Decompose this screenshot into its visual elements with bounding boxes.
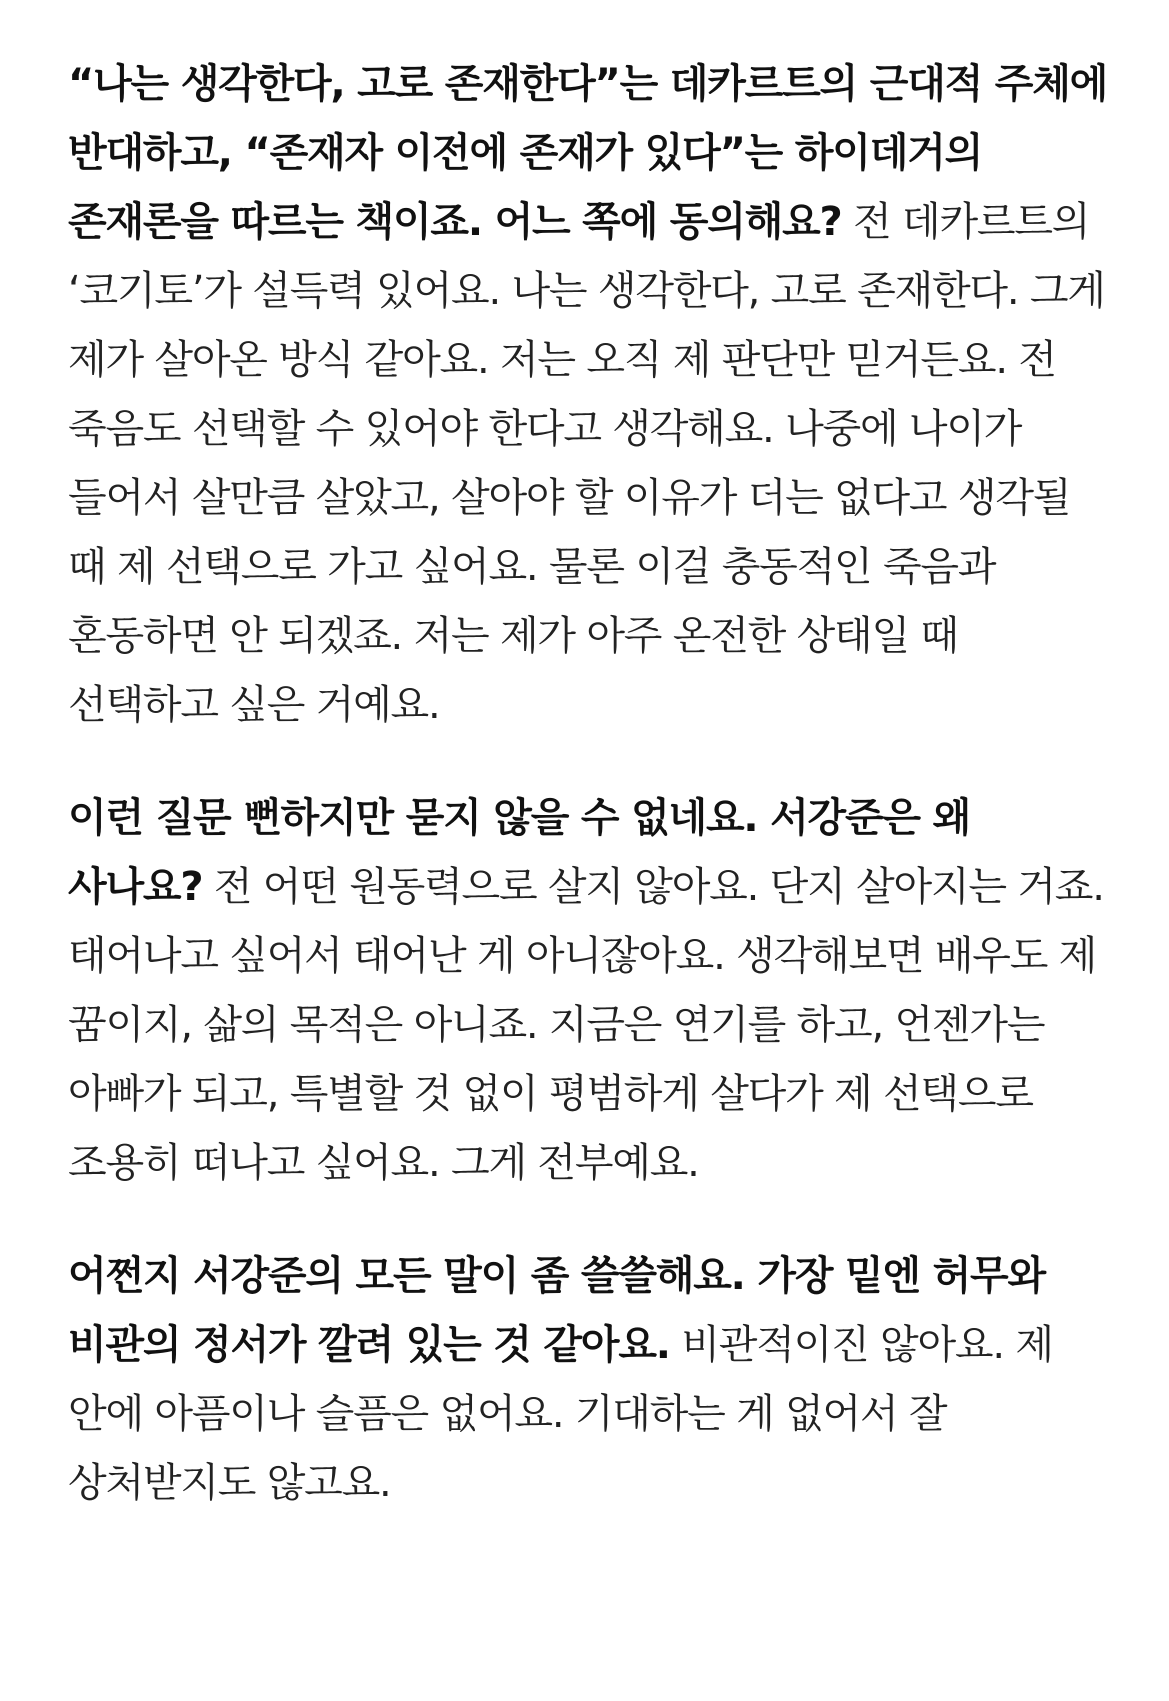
qa-paragraph-3	[68, 1242, 1108, 1518]
interview-answer: 비관적이진 않아요. 제 안에 아픔이나 슬픔은 없어요. 기대하는 게 없어서 잘 상처받지도 않고요.	[68, 1322, 1053, 1506]
interview-answer: 전 데카르트의 ‘코기토’가 설득력 있어요. 나는 생각한다, 고로 존재한다. 그게 제가 살아온 방식 같아요. 저는 오직 제 판단만 믿거든요. 전 죽음도 선택할 수 있어야 한다고 생각해요. 나중에 나이가 들어서 살만큼 살았고, 살아야 할 이유가 더는 없다고 생각될 때 제 선택으로 가고 싶어요. 물론 이걸 충동적인 죽음과 혼동하면 안 되겠죠. 저는 제가 아주 온전한 상태일 때 선택하고 싶은 거예요.	[68, 199, 1105, 728]
interview-question: “나는 생각한다, 고로 존재한다”는 데카르트의 근대적 주체에 반대하고, “존재자 이전에 존재가 있다”는 하이데거의 존재론을 따르는 책이죠. 어느 쪽에 동의해요?	[68, 61, 1108, 245]
interview-question: 어쩐지 서강준의 모든 말이 좀 쓸쓸해요. 가장 밑엔 허무와 비관의 정서가 깔려 있는 것 같아요.	[68, 1253, 1045, 1368]
interview-article	[68, 50, 1108, 1562]
qa-paragraph-2	[68, 784, 1108, 1198]
qa-paragraph-1	[68, 50, 1108, 740]
interview-answer: 전 어떤 원동력으로 살지 않아요. 단지 살아지는 거죠. 태어나고 싶어서 태어난 게 아니잖아요. 생각해보면 배우도 제 꿈이지, 삶의 목적은 아니죠. 지금은 연기를 하고, 언젠가는 아빠가 되고, 특별할 것 없이 평범하게 살다가 제 선택으로 조용히 떠나고 싶어요. 그게 전부예요.	[68, 864, 1104, 1186]
interview-question: 이런 질문 뻔하지만 묻지 않을 수 없네요. 서강준은 왜 사나요?	[68, 795, 971, 910]
